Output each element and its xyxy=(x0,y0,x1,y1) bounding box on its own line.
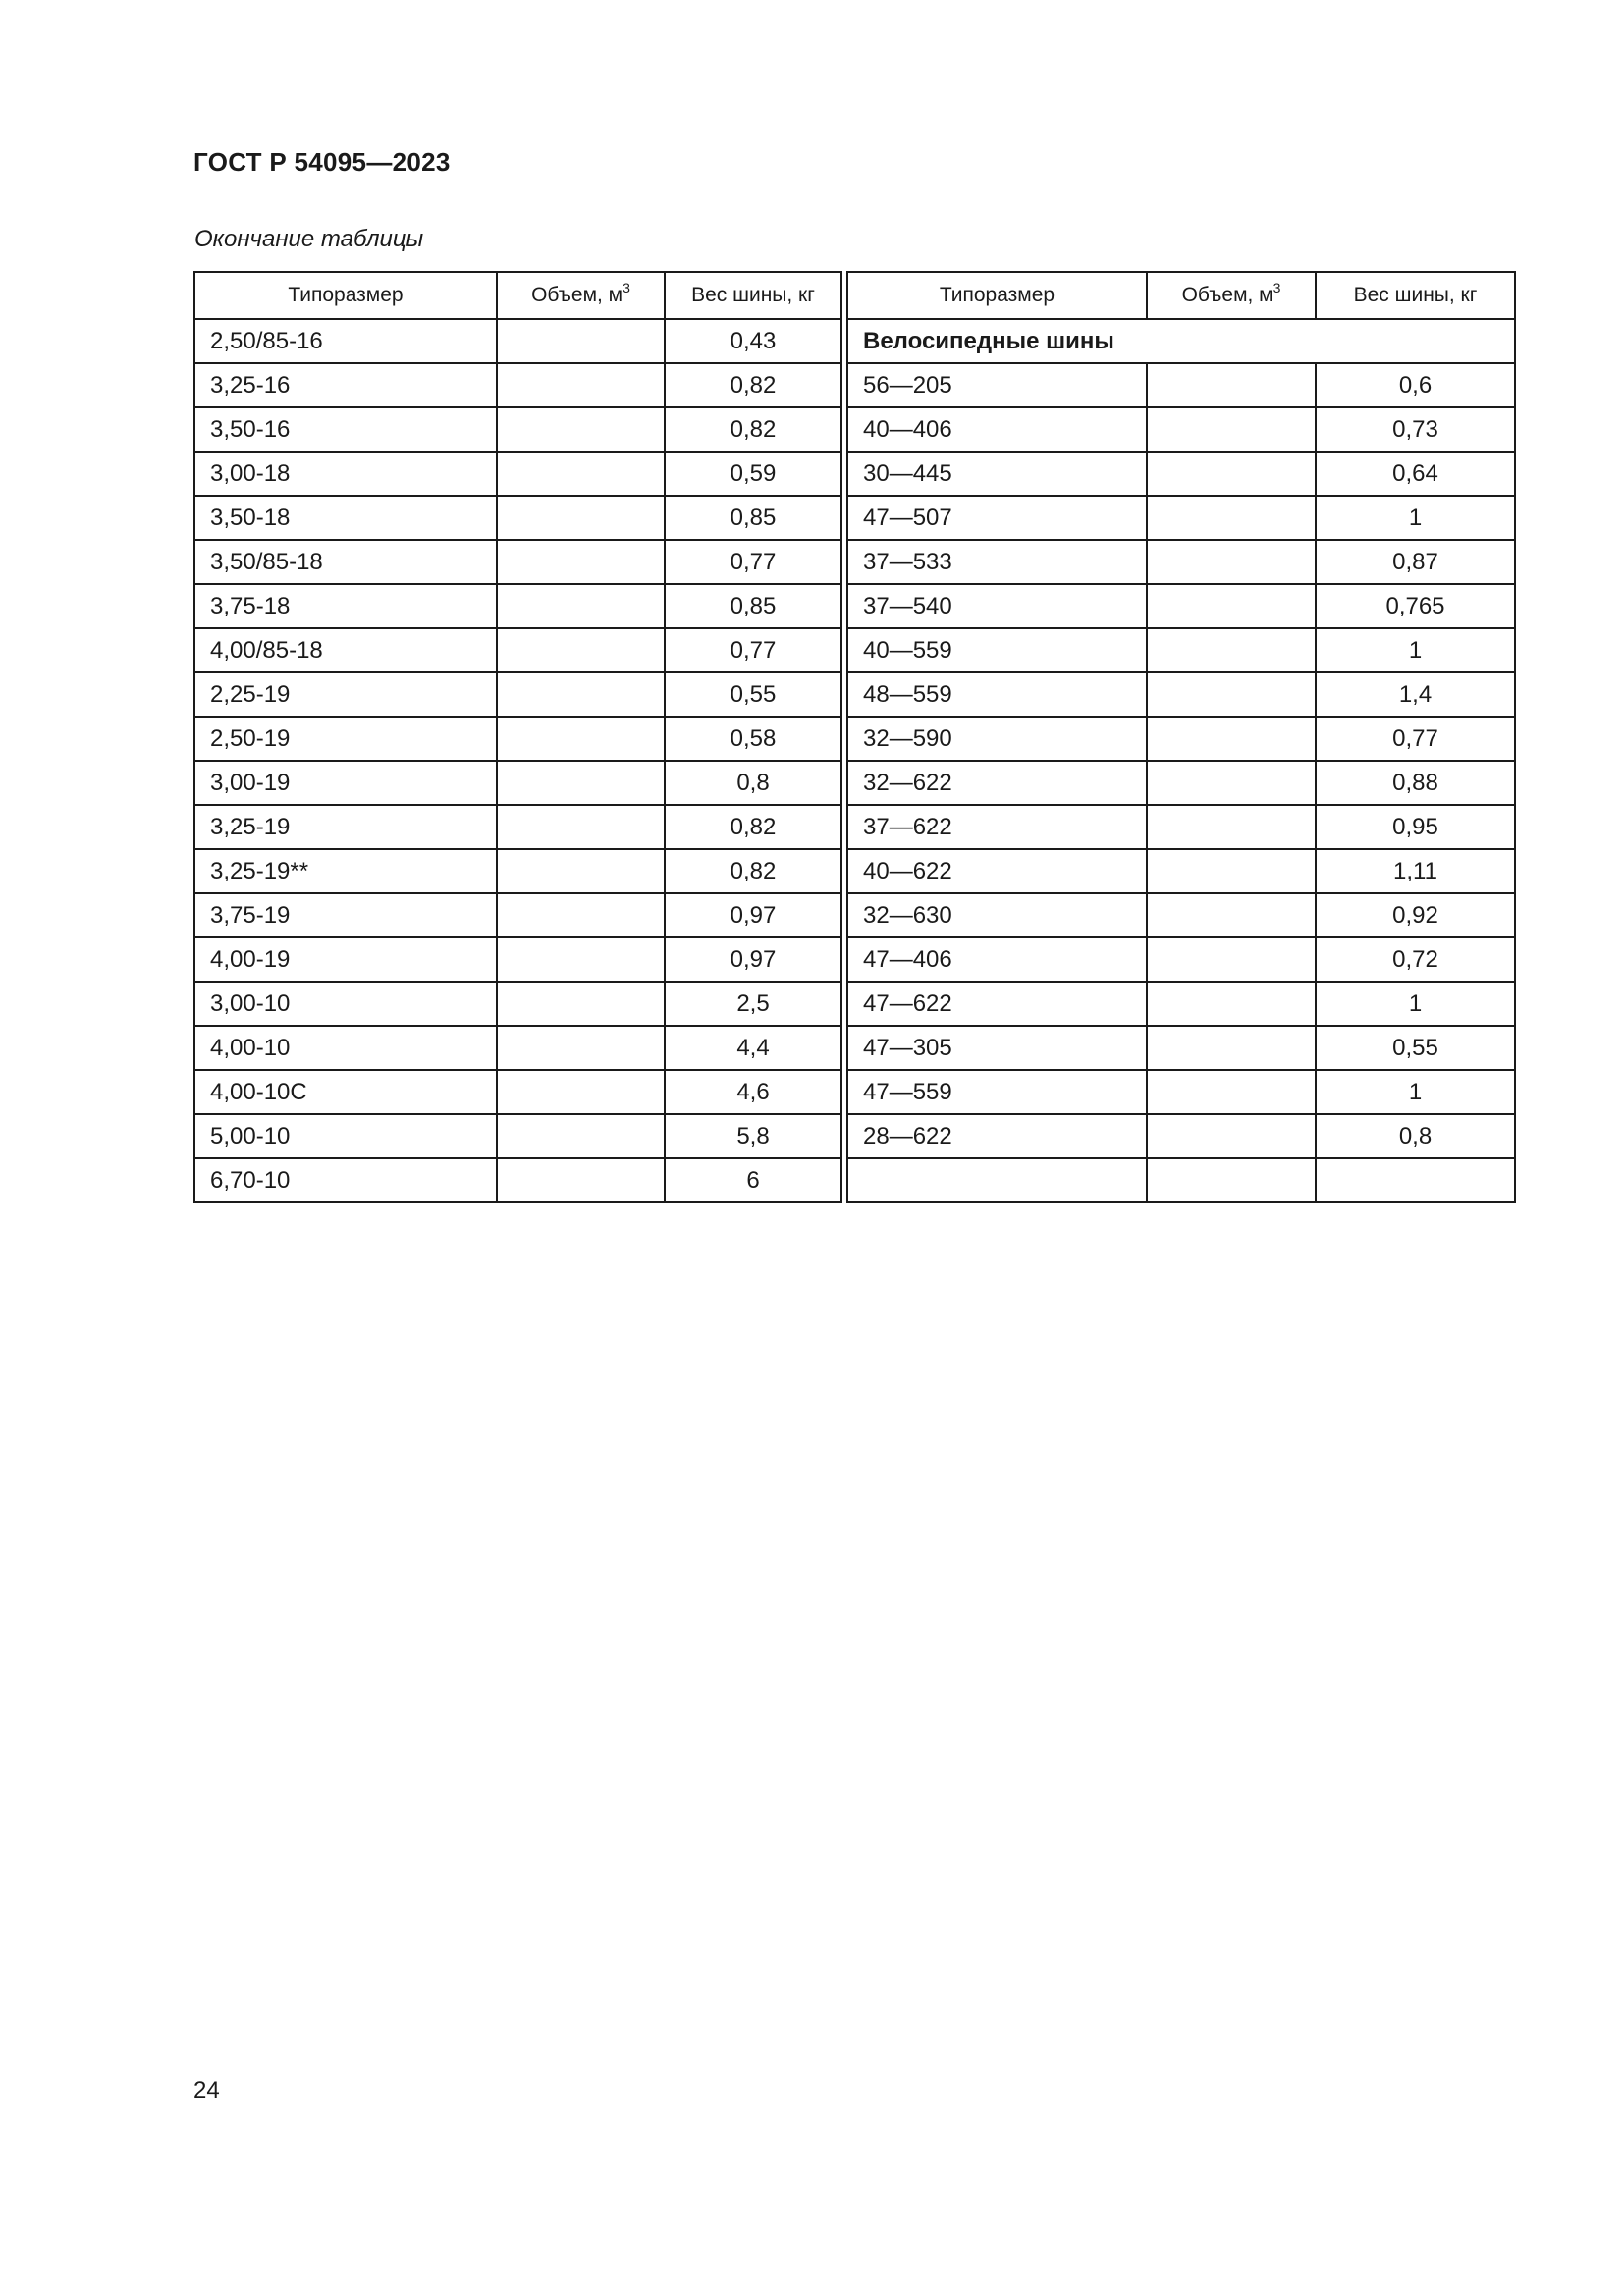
cell-volume-left xyxy=(497,1114,665,1158)
cell-volume-left xyxy=(497,363,665,407)
cell-size-right: 40—559 xyxy=(847,628,1147,672)
cell-weight-left: 0,97 xyxy=(665,893,841,937)
cell-volume-right xyxy=(1147,1070,1316,1114)
header-size-left: Типоразмер xyxy=(194,272,497,319)
cell-weight-left: 0,8 xyxy=(665,761,841,805)
header-weight-left: Вес шины, кг xyxy=(665,272,841,319)
cell-size-left: 3,75-18 xyxy=(194,584,497,628)
tire-table xyxy=(193,271,1516,1203)
table-row xyxy=(194,672,1515,717)
cell-weight-left: 0,59 xyxy=(665,452,841,496)
header-weight-right: Вес шины, кг xyxy=(1316,272,1515,319)
cell-size-left: 4,00/85-18 xyxy=(194,628,497,672)
cell-volume-right xyxy=(1147,496,1316,540)
cell-size-right: 47—507 xyxy=(847,496,1147,540)
cell-size-left: 2,25-19 xyxy=(194,672,497,717)
cell-volume-right xyxy=(1147,761,1316,805)
table-row xyxy=(194,1026,1515,1070)
cell-weight-right: 0,95 xyxy=(1316,805,1515,849)
cell-weight-left: 0,55 xyxy=(665,672,841,717)
cell-weight-left: 0,82 xyxy=(665,805,841,849)
cell-size-left: 3,00-10 xyxy=(194,982,497,1026)
cell-volume-left xyxy=(497,540,665,584)
cell-weight-right: 0,77 xyxy=(1316,717,1515,761)
table-row xyxy=(194,805,1515,849)
header-volume-left-sup: 3 xyxy=(623,280,630,295)
cell-volume-left xyxy=(497,319,665,363)
cell-weight-right: 1,4 xyxy=(1316,672,1515,717)
cell-size-right xyxy=(847,1158,1147,1202)
cell-volume-left xyxy=(497,584,665,628)
cell-size-left: 4,00-10 xyxy=(194,1026,497,1070)
table-row xyxy=(194,1070,1515,1114)
cell-volume-left xyxy=(497,893,665,937)
cell-weight-right: 1 xyxy=(1316,1070,1515,1114)
table-row xyxy=(194,540,1515,584)
cell-size-right: 47—622 xyxy=(847,982,1147,1026)
cell-volume-left xyxy=(497,672,665,717)
cell-volume-left xyxy=(497,1026,665,1070)
cell-weight-right: 0,72 xyxy=(1316,937,1515,982)
table-row xyxy=(194,937,1515,982)
table-row xyxy=(194,1158,1515,1202)
cell-size-right: 48—559 xyxy=(847,672,1147,717)
cell-volume-right xyxy=(1147,363,1316,407)
table-row xyxy=(194,496,1515,540)
cell-volume-right xyxy=(1147,452,1316,496)
cell-volume-left xyxy=(497,1158,665,1202)
cell-weight-right: 0,55 xyxy=(1316,1026,1515,1070)
cell-weight-right: 0,88 xyxy=(1316,761,1515,805)
cell-volume-right xyxy=(1147,584,1316,628)
cell-weight-right: 1,11 xyxy=(1316,849,1515,893)
cell-weight-right: 0,8 xyxy=(1316,1114,1515,1158)
cell-size-right: 47—406 xyxy=(847,937,1147,982)
cell-size-right: 28—622 xyxy=(847,1114,1147,1158)
cell-size-left: 3,25-16 xyxy=(194,363,497,407)
cell-volume-left xyxy=(497,407,665,452)
cell-weight-left: 6 xyxy=(665,1158,841,1202)
cell-size-left: 2,50-19 xyxy=(194,717,497,761)
cell-size-right: 47—305 xyxy=(847,1026,1147,1070)
page-number: 24 xyxy=(193,2077,220,2104)
cell-weight-left: 0,82 xyxy=(665,363,841,407)
cell-size-left: 2,50/85-16 xyxy=(194,319,497,363)
cell-weight-left: 2,5 xyxy=(665,982,841,1026)
cell-volume-left xyxy=(497,982,665,1026)
tire-table-container xyxy=(193,271,1516,1203)
cell-weight-right: 1 xyxy=(1316,628,1515,672)
cell-volume-right xyxy=(1147,982,1316,1026)
cell-size-left: 3,00-18 xyxy=(194,452,497,496)
cell-weight-left: 0,43 xyxy=(665,319,841,363)
cell-size-right: 56—205 xyxy=(847,363,1147,407)
cell-volume-left xyxy=(497,452,665,496)
cell-size-right: 37—533 xyxy=(847,540,1147,584)
cell-weight-right: 0,73 xyxy=(1316,407,1515,452)
cell-size-left: 4,00-10С xyxy=(194,1070,497,1114)
cell-volume-right xyxy=(1147,1158,1316,1202)
cell-weight-right: 0,92 xyxy=(1316,893,1515,937)
cell-size-right: 37—622 xyxy=(847,805,1147,849)
cell-weight-left: 4,4 xyxy=(665,1026,841,1070)
cell-weight-left: 0,58 xyxy=(665,717,841,761)
cell-weight-left: 5,8 xyxy=(665,1114,841,1158)
cell-volume-right xyxy=(1147,407,1316,452)
header-volume-right xyxy=(1147,272,1316,319)
table-row xyxy=(194,584,1515,628)
cell-volume-left xyxy=(497,717,665,761)
cell-size-left: 3,75-19 xyxy=(194,893,497,937)
cell-weight-left: 4,6 xyxy=(665,1070,841,1114)
cell-volume-right xyxy=(1147,1026,1316,1070)
cell-weight-left: 0,77 xyxy=(665,540,841,584)
table-row xyxy=(194,363,1515,407)
cell-weight-right: 0,6 xyxy=(1316,363,1515,407)
cell-size-left: 3,50/85-18 xyxy=(194,540,497,584)
cell-size-left: 3,50-18 xyxy=(194,496,497,540)
cell-volume-right xyxy=(1147,672,1316,717)
cell-volume-right xyxy=(1147,540,1316,584)
table-caption: Окончание таблицы xyxy=(194,226,424,252)
cell-size-left: 3,25-19** xyxy=(194,849,497,893)
cell-weight-left: 0,77 xyxy=(665,628,841,672)
table-row xyxy=(194,849,1515,893)
cell-weight-left: 0,85 xyxy=(665,496,841,540)
header-volume-right-sup: 3 xyxy=(1272,280,1281,295)
cell-size-left: 4,00-19 xyxy=(194,937,497,982)
cell-weight-right: 1 xyxy=(1316,496,1515,540)
header-volume-left xyxy=(497,272,665,319)
table-header-row xyxy=(194,272,1515,319)
cell-size-right: 40—622 xyxy=(847,849,1147,893)
table-row xyxy=(194,407,1515,452)
table-row xyxy=(194,893,1515,937)
table-row xyxy=(194,452,1515,496)
cell-volume-left xyxy=(497,761,665,805)
table-row xyxy=(194,1114,1515,1158)
header-volume-right-text: Объем, м xyxy=(1181,284,1273,306)
cell-volume-left xyxy=(497,496,665,540)
cell-size-left: 5,00-10 xyxy=(194,1114,497,1158)
table-row xyxy=(194,319,1515,363)
table-row xyxy=(194,628,1515,672)
cell-size-right: 37—540 xyxy=(847,584,1147,628)
cell-volume-left xyxy=(497,805,665,849)
cell-size-left: 3,50-16 xyxy=(194,407,497,452)
cell-weight-right: 0,765 xyxy=(1316,584,1515,628)
cell-size-left: 6,70-10 xyxy=(194,1158,497,1202)
cell-size-left: 3,00-19 xyxy=(194,761,497,805)
cell-volume-right xyxy=(1147,805,1316,849)
cell-size-left: 3,25-19 xyxy=(194,805,497,849)
cell-volume-right xyxy=(1147,717,1316,761)
cell-size-right: 30—445 xyxy=(847,452,1147,496)
table-row xyxy=(194,717,1515,761)
cell-weight-left: 0,82 xyxy=(665,849,841,893)
table-row xyxy=(194,982,1515,1026)
cell-weight-right: 0,87 xyxy=(1316,540,1515,584)
section-heading-cell: Велосипедные шины xyxy=(847,319,1515,363)
cell-weight-right: 0,64 xyxy=(1316,452,1515,496)
cell-volume-right xyxy=(1147,849,1316,893)
cell-size-right: 32—622 xyxy=(847,761,1147,805)
cell-volume-left xyxy=(497,628,665,672)
cell-weight-left: 0,82 xyxy=(665,407,841,452)
cell-volume-right xyxy=(1147,628,1316,672)
cell-volume-left xyxy=(497,1070,665,1114)
cell-weight-right xyxy=(1316,1158,1515,1202)
cell-size-right: 32—630 xyxy=(847,893,1147,937)
header-size-right: Типоразмер xyxy=(847,272,1147,319)
cell-volume-right xyxy=(1147,937,1316,982)
cell-volume-right xyxy=(1147,893,1316,937)
header-volume-left-text: Объем, м xyxy=(531,284,623,306)
document-title: ГОСТ Р 54095—2023 xyxy=(193,147,451,177)
cell-size-right: 32—590 xyxy=(847,717,1147,761)
cell-volume-left xyxy=(497,937,665,982)
cell-weight-right: 1 xyxy=(1316,982,1515,1026)
cell-size-right: 40—406 xyxy=(847,407,1147,452)
cell-volume-left xyxy=(497,849,665,893)
cell-weight-left: 0,85 xyxy=(665,584,841,628)
cell-size-right: 47—559 xyxy=(847,1070,1147,1114)
cell-weight-left: 0,97 xyxy=(665,937,841,982)
cell-volume-right xyxy=(1147,1114,1316,1158)
table-row xyxy=(194,761,1515,805)
